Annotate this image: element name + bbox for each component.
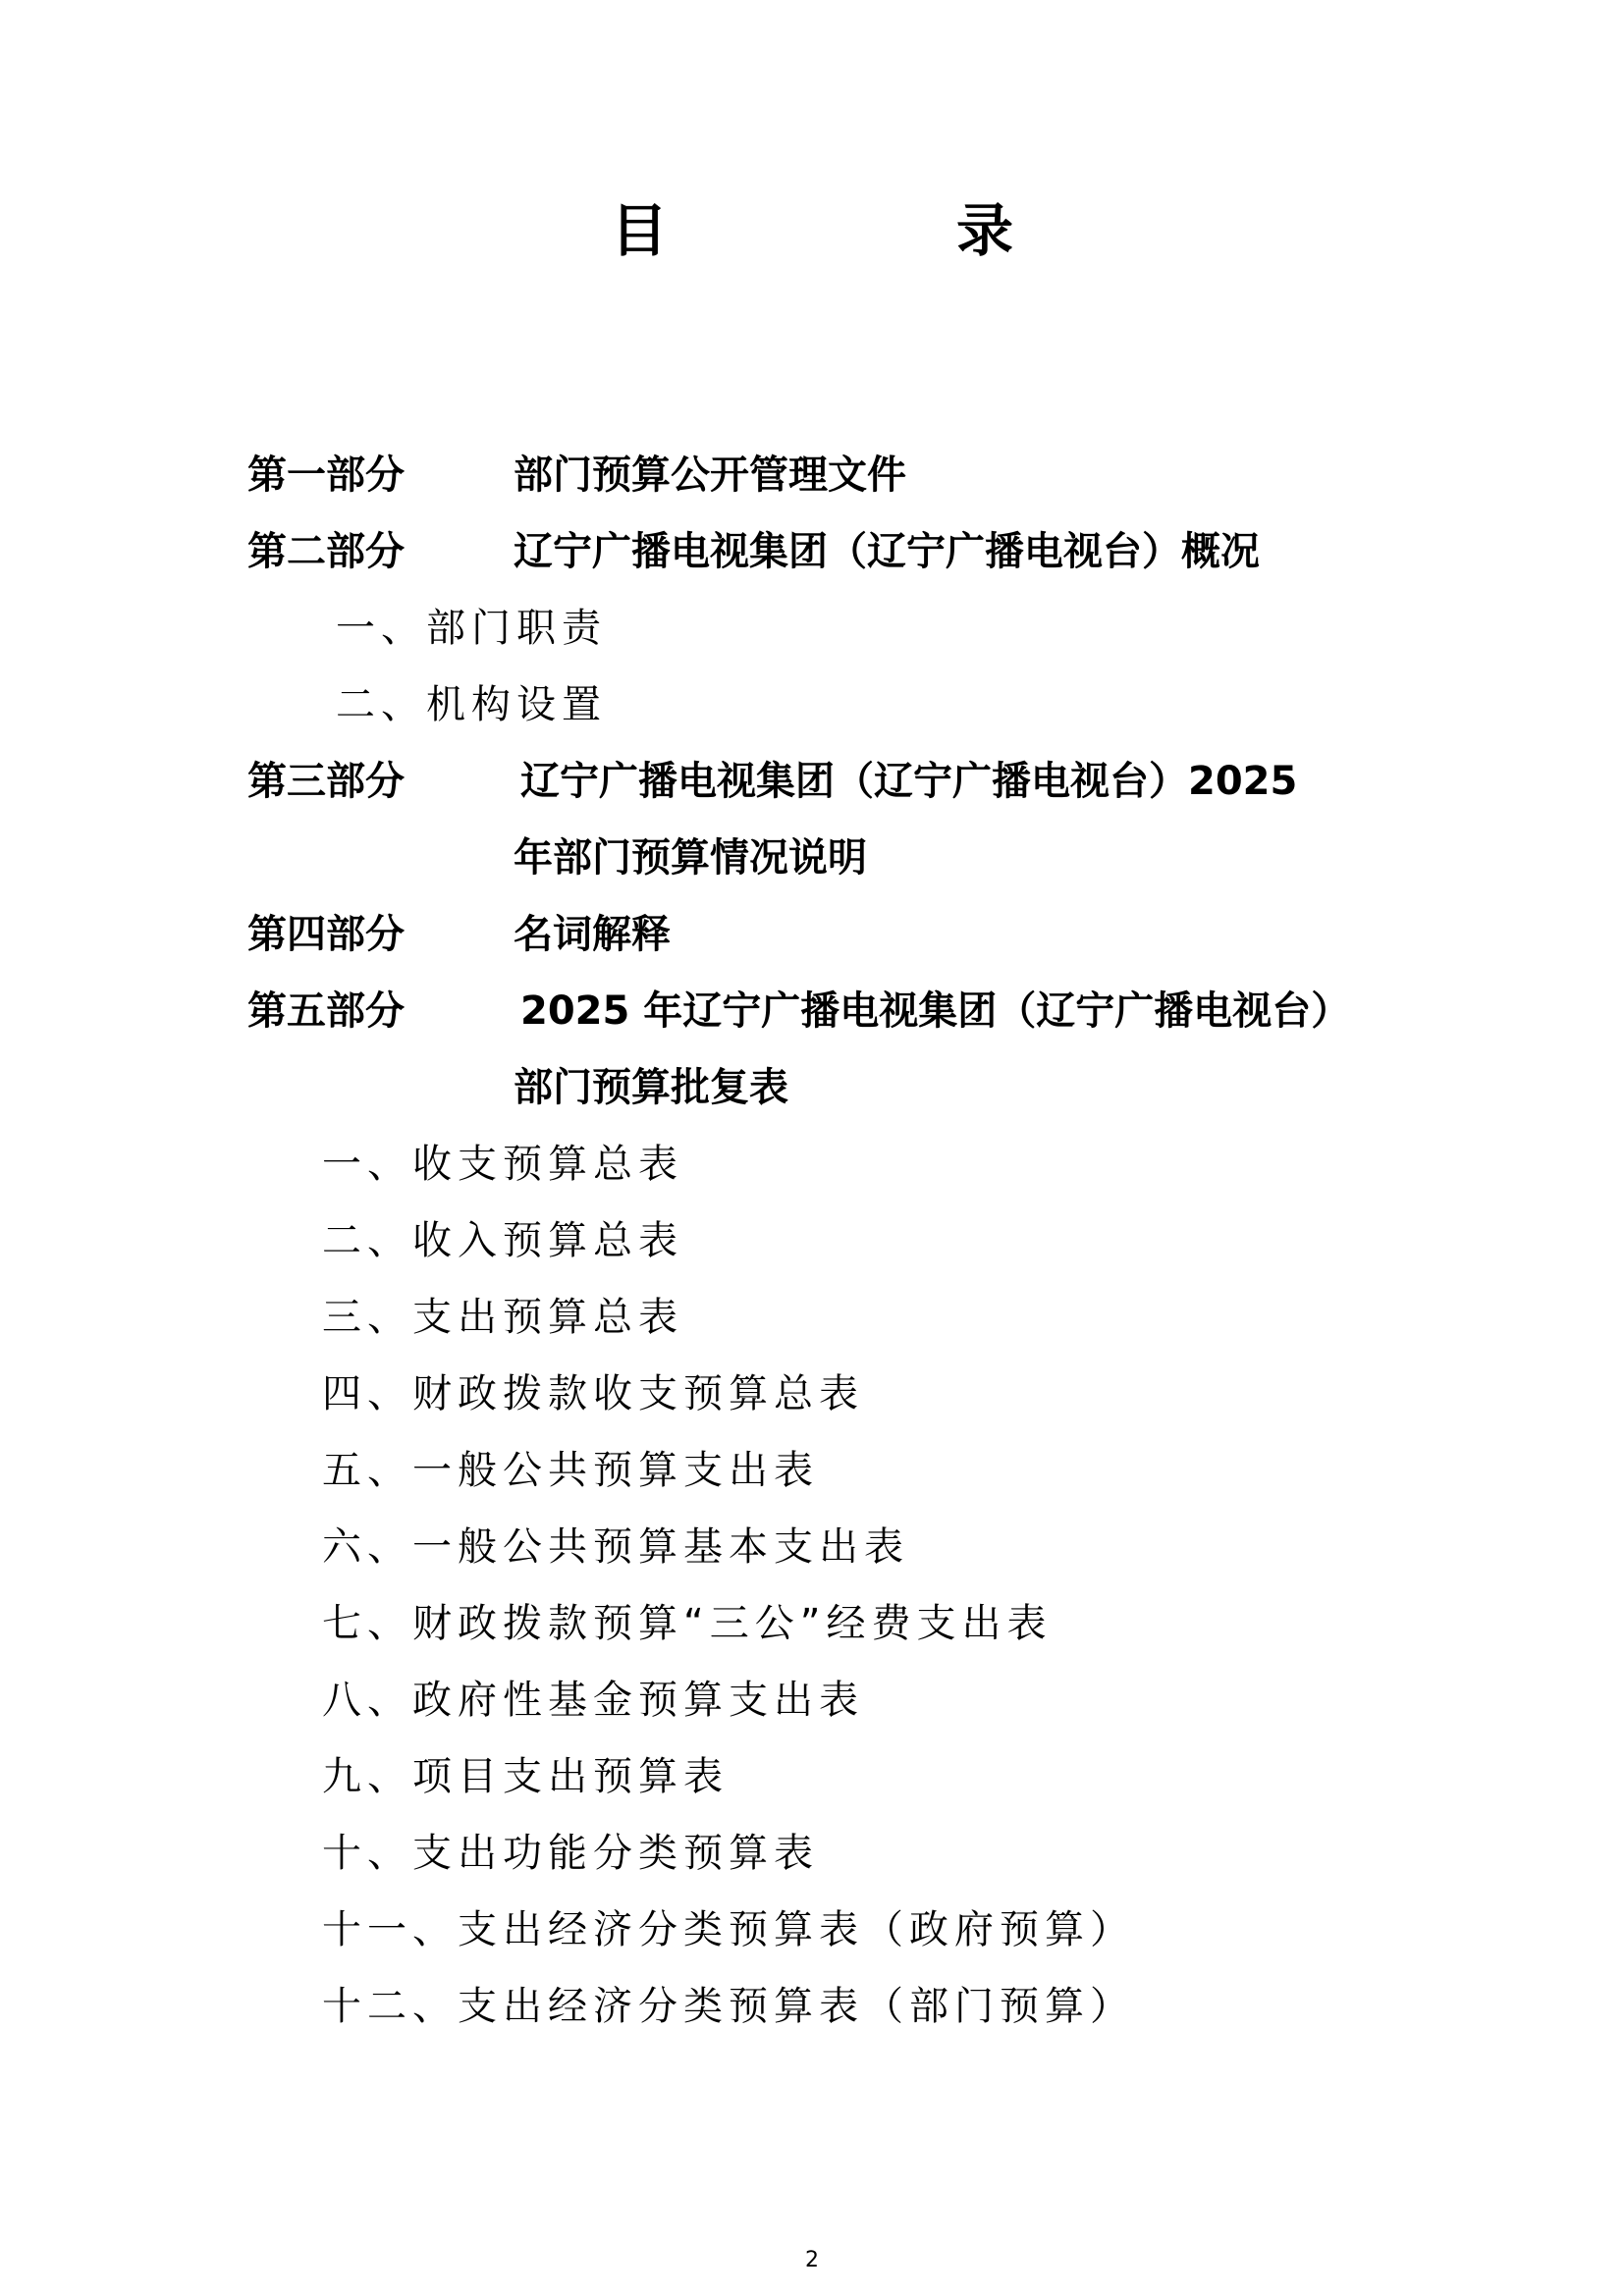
toc-subitem[interactable]: 五、一般公共预算支出表 — [322, 1448, 819, 1493]
page-number: 2 — [805, 2248, 819, 2272]
part-title-line-2: 年部门预算情况说明 — [514, 835, 867, 881]
toc-subitem[interactable]: 二、收入预算总表 — [322, 1218, 683, 1263]
page-title: 目 录 — [610, 197, 1129, 264]
toc-subitem[interactable]: 三、支出预算总表 — [322, 1295, 683, 1340]
part-label: 第五部分 — [247, 988, 405, 1034]
part-label: 第一部分 — [247, 453, 405, 498]
part-title-line-1: 辽宁广播电视集团（辽宁广播电视台）2025 — [520, 759, 1298, 804]
toc-subitem[interactable]: 十、支出功能分类预算表 — [322, 1831, 819, 1876]
toc-subitem[interactable]: 一、收支预算总表 — [322, 1142, 683, 1187]
part-title-line-1: 2025 年辽宁广播电视集团（辽宁广播电视台） — [520, 988, 1351, 1034]
toc-subitem[interactable]: 四、财政拨款收支预算总表 — [322, 1371, 864, 1416]
toc-subitem[interactable]: 九、项目支出预算表 — [322, 1754, 729, 1799]
part-label: 第二部分 — [247, 529, 405, 574]
toc-subitem[interactable]: 二、机构设置 — [336, 682, 607, 727]
toc-subitem[interactable]: 八、政府性基金预算支出表 — [322, 1678, 864, 1723]
part-title: 名词解释 — [514, 912, 671, 957]
part-title: 部门预算公开管理文件 — [514, 453, 906, 498]
part-title-line-2: 部门预算批复表 — [514, 1065, 788, 1110]
toc-subitem[interactable]: 七、财政拨款预算“三公”经费支出表 — [322, 1601, 1053, 1646]
toc-subitem[interactable]: 六、一般公共预算基本支出表 — [322, 1524, 909, 1570]
part-label: 第三部分 — [247, 759, 405, 804]
part-label: 第四部分 — [247, 912, 405, 957]
toc-subitem[interactable]: 一、部门职责 — [336, 606, 607, 651]
part-title: 辽宁广播电视集团（辽宁广播电视台）概况 — [514, 529, 1260, 574]
toc-subitem[interactable]: 十二、支出经济分类预算表（部门预算） — [322, 1984, 1135, 2029]
toc-subitem[interactable]: 十一、支出经济分类预算表（政府预算） — [322, 1907, 1135, 1952]
